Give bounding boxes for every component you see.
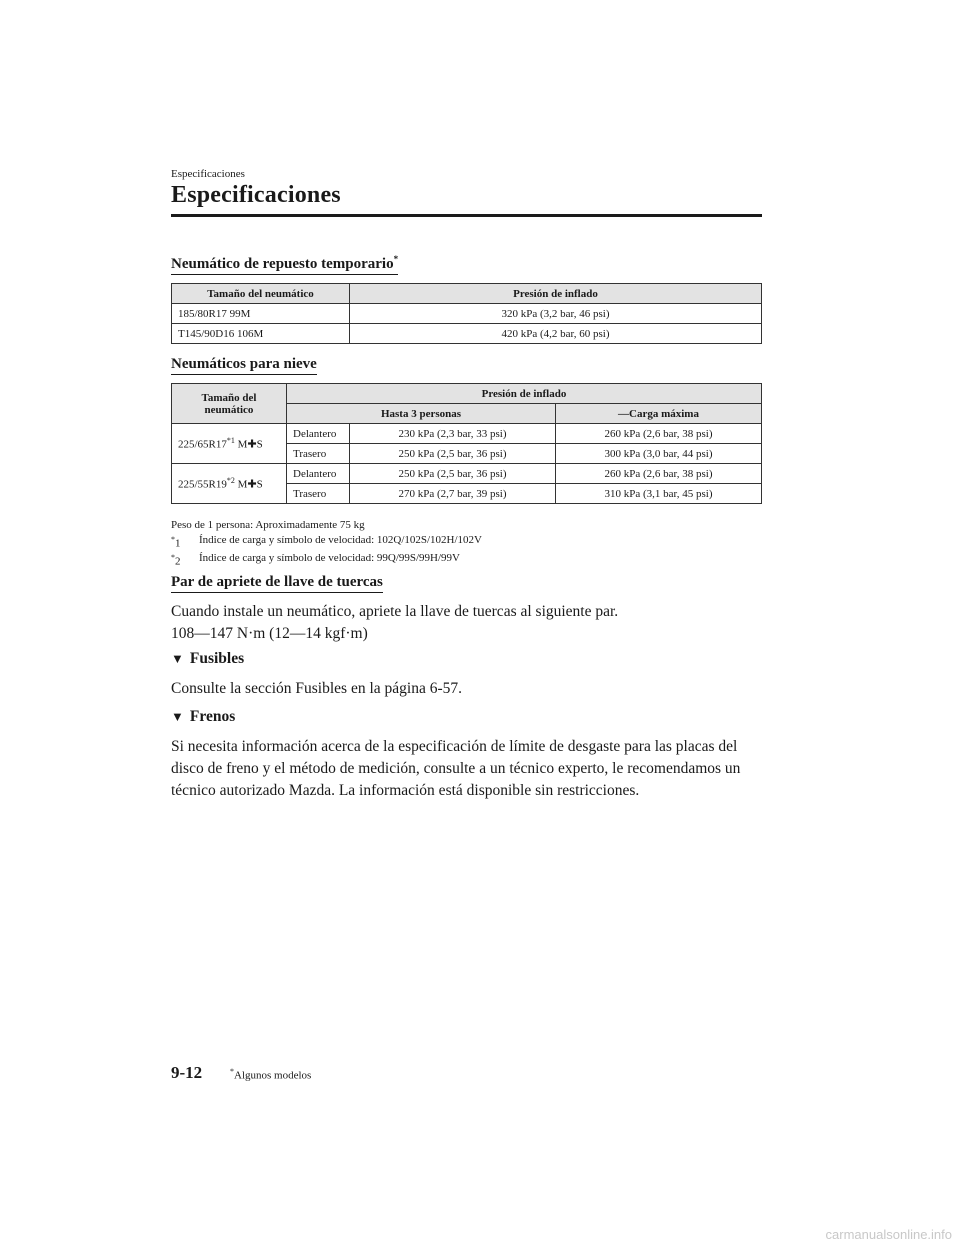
torque-text xyxy=(171,601,618,645)
tyre-size-cell xyxy=(172,464,287,504)
snow-tyre-table xyxy=(171,383,762,504)
footnote-ref: *1 xyxy=(226,436,235,446)
brakes-line-3: técnico autorizado Mazda. La información está disponible sin restricciones. xyxy=(171,782,640,799)
plus-icon: ✚ xyxy=(247,478,257,491)
position-cell: Delantero xyxy=(287,464,350,484)
torque-value: 108―147 N·m (12―14 kgf·m) xyxy=(171,625,368,642)
spare-tyre-table xyxy=(171,283,762,344)
brakes-heading-text: Frenos xyxy=(189,708,236,725)
brakes-line-2: disco de freno y el método de medición, consulte a un técnico experto, le recomendamos un xyxy=(171,760,741,777)
tyre-size-cell: T145/90D16 106M xyxy=(172,324,350,344)
watermark: carmanualsonline.info xyxy=(825,1227,952,1242)
spare-tyre-heading-text: Neumático de repuesto temporario xyxy=(171,256,394,272)
footnote-2 xyxy=(171,551,762,569)
footnote-1 xyxy=(171,533,762,551)
snow-tyre-heading: Neumáticos para nieve xyxy=(171,356,317,375)
pressure-cell: 270 kPa (2,7 bar, 39 psi) xyxy=(350,484,556,504)
footer-note-text: Algunos modelos xyxy=(234,1069,312,1082)
tyre-size-cell: 185/80R17 99M xyxy=(172,304,350,324)
spare-tyre-heading xyxy=(171,254,398,275)
tyre-size: 225/65R17 xyxy=(178,438,227,451)
table-header-row xyxy=(172,384,762,404)
pressure-cell: 230 kPa (2,3 bar, 33 psi) xyxy=(350,424,556,444)
fuses-heading xyxy=(171,650,244,668)
plus-icon: ✚ xyxy=(247,438,257,451)
footnote-ref: *2 xyxy=(226,476,235,486)
brakes-text xyxy=(171,736,771,802)
col-header-max-load: ―Carga máxima xyxy=(556,404,762,424)
ms-symbol xyxy=(238,439,263,451)
optional-mark: * xyxy=(393,254,399,264)
brakes-line-1: Si necesita información acerca de la especificación de límite de desgaste para las placas del xyxy=(171,738,738,755)
pressure-cell: 250 kPa (2,5 bar, 36 psi) xyxy=(350,444,556,464)
position-cell: Trasero xyxy=(287,444,350,464)
table-row xyxy=(172,464,762,484)
triangle-down-icon: ▼ xyxy=(171,651,184,666)
page-number: 9-12 xyxy=(171,1063,203,1082)
table-row xyxy=(172,304,762,324)
position-cell: Delantero xyxy=(287,424,350,444)
col-header-pressure: Presión de inflado xyxy=(350,284,762,304)
triangle-down-icon: ▼ xyxy=(171,709,184,724)
fuses-text: Consulte la sección Fusibles en la página 6-57. xyxy=(171,680,462,697)
ms-s: S xyxy=(256,438,263,451)
brakes-heading xyxy=(171,708,235,726)
torque-heading: Par de apriete de llave de tuercas xyxy=(171,574,383,593)
running-head: Especificaciones xyxy=(171,168,245,180)
page-title: Especificaciones xyxy=(171,182,341,208)
ms-m: M xyxy=(237,478,248,491)
fuses-heading-text: Fusibles xyxy=(189,650,245,667)
table-notes xyxy=(171,518,762,569)
torque-line-1: Cuando instale un neumático, apriete la llave de tuercas al siguiente par. xyxy=(171,603,619,620)
pressure-cell: 320 kPa (3,2 bar, 46 psi) xyxy=(350,304,762,324)
title-rule xyxy=(171,214,762,217)
table-row xyxy=(172,324,762,344)
pressure-cell: 420 kPa (4,2 bar, 60 psi) xyxy=(350,324,762,344)
footnote-2-mark: *2 xyxy=(171,552,181,568)
optional-mark: * xyxy=(230,1067,234,1076)
pressure-cell: 260 kPa (2,6 bar, 38 psi) xyxy=(556,464,762,484)
footnote-1-mark: *1 xyxy=(171,534,181,550)
pressure-cell: 260 kPa (2,6 bar, 38 psi) xyxy=(556,424,762,444)
footnote-1-text: Índice de carga y símbolo de velocidad: 102Q/102S/102H/102V xyxy=(199,533,482,546)
pressure-cell: 250 kPa (2,5 bar, 36 psi) xyxy=(350,464,556,484)
weight-note: Peso de 1 persona: Aproximadamente 75 kg xyxy=(171,519,365,531)
pressure-cell: 310 kPa (3,1 bar, 45 psi) xyxy=(556,484,762,504)
tyre-size-cell xyxy=(172,424,287,464)
position-cell: Trasero xyxy=(287,484,350,504)
table-header-row xyxy=(172,284,762,304)
table-row xyxy=(172,424,762,444)
col-header-pressure: Presión de inflado xyxy=(287,384,762,404)
ms-m: M xyxy=(237,438,248,451)
footnote-2-text: Índice de carga y símbolo de velocidad: 99Q/99S/99H/99V xyxy=(199,551,460,564)
footer-note xyxy=(230,1067,311,1082)
pressure-cell: 300 kPa (3,0 bar, 44 psi) xyxy=(556,444,762,464)
ms-s: S xyxy=(256,478,263,491)
col-header-size: Tamaño del neumático xyxy=(172,284,350,304)
ms-symbol xyxy=(238,479,263,491)
col-header-size: Tamaño del neumático xyxy=(172,384,287,424)
tyre-size: 225/55R19 xyxy=(178,478,227,491)
col-header-up-to-3: Hasta 3 personas xyxy=(287,404,556,424)
